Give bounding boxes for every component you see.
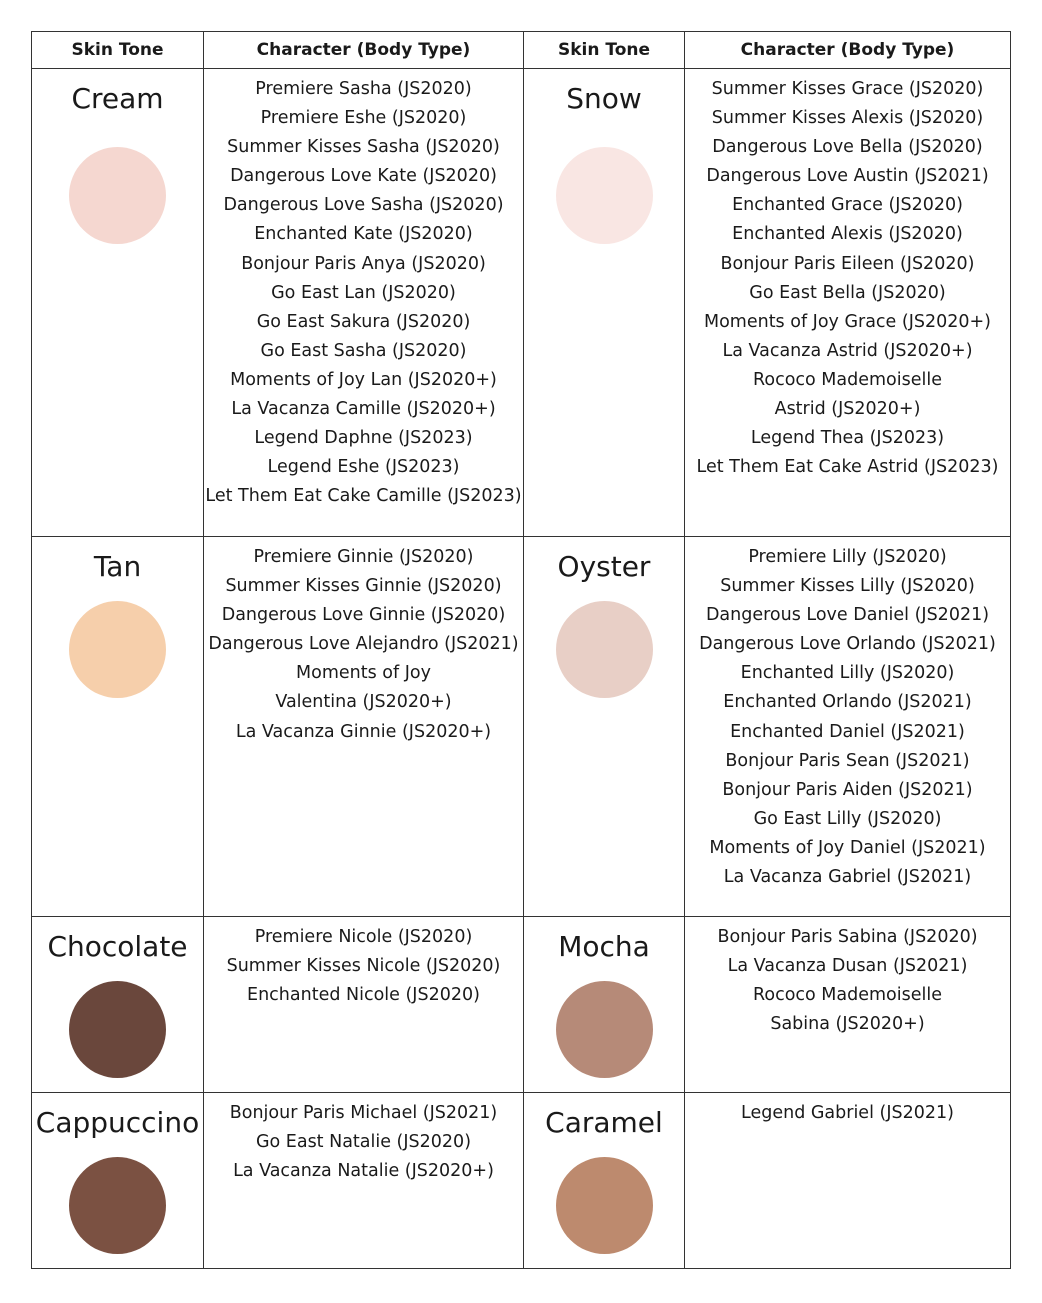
character-list	[685, 917, 1010, 1039]
character-item: Let Them Eat Cake Astrid (JS2023)	[696, 457, 999, 478]
character-item: Go East Sasha (JS2020)	[260, 340, 467, 361]
skin-tone-name: Tan	[93, 550, 142, 583]
skin-tone-swatch	[556, 147, 653, 244]
character-item: Rococo Mademoiselle	[753, 369, 942, 390]
skin-tone-swatch	[556, 1157, 653, 1254]
character-item: Dangerous Love Bella (JS2020)	[712, 137, 983, 158]
character-item: Summer Kisses Lilly (JS2020)	[720, 576, 975, 597]
character-list	[204, 917, 523, 1010]
skin-tone-name: Caramel	[545, 1106, 663, 1139]
character-item: Moments of Joy Grace (JS2020+)	[703, 311, 992, 332]
tone-row	[32, 917, 1011, 1093]
skin-tone-cell	[524, 537, 685, 917]
character-item: Legend Thea (JS2023)	[750, 428, 945, 449]
character-item: Summer Kisses Ginnie (JS2020)	[225, 576, 502, 597]
character-item: Dangerous Love Daniel (JS2021)	[705, 605, 990, 626]
character-item: La Vacanza Gabriel (JS2021)	[723, 867, 972, 888]
character-item: Enchanted Nicole (JS2020)	[247, 985, 480, 1006]
skin-tone-cell	[32, 917, 204, 1093]
character-item: Moments of Joy	[296, 663, 431, 684]
character-item: Premiere Ginnie (JS2020)	[253, 547, 474, 567]
skin-tone-cell	[32, 69, 204, 537]
character-item: Dangerous Love Ginnie (JS2020)	[221, 605, 506, 626]
character-item: La Vacanza Astrid (JS2020+)	[722, 340, 973, 361]
header-skin-tone: Skin Tone	[524, 32, 685, 69]
skin-tone-cell	[524, 69, 685, 537]
character-cell	[204, 69, 524, 537]
skin-tone-cell	[524, 917, 685, 1093]
character-item: Enchanted Kate (JS2020)	[254, 224, 473, 245]
character-item: Enchanted Daniel (JS2021)	[730, 721, 965, 742]
character-item: Bonjour Paris Eileen (JS2020)	[720, 253, 975, 274]
character-item: Premiere Eshe (JS2020)	[260, 108, 467, 129]
character-item: Enchanted Alexis (JS2020)	[732, 224, 963, 245]
character-cell	[204, 917, 524, 1093]
character-item: Moments of Joy Daniel (JS2021)	[709, 837, 986, 858]
character-item: Summer Kisses Alexis (JS2020)	[711, 108, 984, 129]
skin-tone-name: Oyster	[557, 550, 651, 583]
character-item: Bonjour Paris Michael (JS2021)	[229, 1103, 498, 1123]
character-item: Bonjour Paris Aiden (JS2021)	[722, 779, 973, 800]
character-item: Go East Lilly (JS2020)	[753, 808, 942, 829]
character-list	[204, 537, 523, 747]
character-item: Legend Daphne (JS2023)	[254, 428, 473, 449]
skin-tone-cell	[32, 537, 204, 917]
character-cell	[685, 1093, 1011, 1269]
skin-tone-table	[31, 31, 1011, 1269]
character-item: Rococo Mademoiselle	[753, 985, 942, 1006]
character-item: Summer Kisses Grace (JS2020)	[711, 79, 984, 99]
character-item: Dangerous Love Kate (JS2020)	[230, 166, 497, 187]
character-item: Summer Kisses Nicole (JS2020)	[226, 956, 501, 977]
character-item: La Vacanza Natalie (JS2020+)	[233, 1161, 494, 1182]
character-item: Enchanted Grace (JS2020)	[732, 195, 963, 216]
character-item: Premiere Lilly (JS2020)	[748, 547, 947, 567]
character-cell	[685, 917, 1011, 1093]
header-skin-tone: Skin Tone	[32, 32, 204, 69]
header-character: Character (Body Type)	[685, 32, 1011, 69]
character-cell	[685, 69, 1011, 537]
character-item: Dangerous Love Sasha (JS2020)	[223, 195, 504, 216]
skin-tone-name: Mocha	[558, 930, 650, 963]
character-item: Dangerous Love Alejandro (JS2021)	[208, 634, 519, 655]
character-item: Moments of Joy Lan (JS2020+)	[230, 369, 497, 390]
character-item: Legend Eshe (JS2023)	[267, 457, 460, 478]
character-item: Astrid (JS2020+)	[774, 399, 921, 420]
character-item: La Vacanza Camille (JS2020+)	[231, 399, 496, 420]
character-item: Go East Natalie (JS2020)	[255, 1132, 472, 1153]
skin-tone-name: Cappuccino	[35, 1106, 200, 1139]
character-item: Bonjour Paris Sabina (JS2020)	[717, 927, 978, 947]
character-item: Bonjour Paris Anya (JS2020)	[241, 253, 486, 274]
character-item: Valentina (JS2020+)	[275, 692, 452, 713]
character-item: Go East Sakura (JS2020)	[256, 311, 471, 332]
skin-tone-cell	[32, 1093, 204, 1269]
skin-tone-swatch	[69, 981, 166, 1078]
header-row	[32, 32, 1011, 69]
character-item: Let Them Eat Cake Camille (JS2023)	[205, 486, 522, 507]
skin-tone-swatch	[556, 601, 653, 698]
character-cell	[685, 537, 1011, 917]
tone-row	[32, 1093, 1011, 1269]
header-character: Character (Body Type)	[204, 32, 524, 69]
table-body	[32, 69, 1011, 1269]
character-item: Dangerous Love Orlando (JS2021)	[699, 634, 996, 655]
skin-tone-name: Chocolate	[47, 930, 188, 963]
tone-row	[32, 69, 1011, 537]
character-item: Premiere Sasha (JS2020)	[255, 79, 472, 99]
skin-tone-name: Snow	[566, 82, 642, 115]
character-item: La Vacanza Ginnie (JS2020+)	[235, 721, 492, 742]
character-list	[685, 69, 1010, 482]
character-item: La Vacanza Dusan (JS2021)	[727, 956, 968, 977]
character-item: Go East Lan (JS2020)	[271, 282, 456, 303]
character-cell	[204, 537, 524, 917]
character-item: Dangerous Love Austin (JS2021)	[706, 166, 989, 187]
character-item: Sabina (JS2020+)	[770, 1014, 925, 1035]
character-item: Premiere Nicole (JS2020)	[254, 927, 473, 947]
skin-tone-cell	[524, 1093, 685, 1269]
character-list	[685, 1093, 1010, 1128]
skin-tone-swatch	[69, 147, 166, 244]
character-list	[204, 1093, 523, 1186]
skin-tone-swatch	[69, 601, 166, 698]
character-list	[685, 537, 1010, 892]
skin-tone-name: Cream	[71, 82, 164, 115]
character-cell	[204, 1093, 524, 1269]
character-item: Legend Gabriel (JS2021)	[741, 1103, 954, 1123]
character-item: Enchanted Orlando (JS2021)	[723, 692, 972, 713]
tone-row	[32, 537, 1011, 917]
character-item: Enchanted Lilly (JS2020)	[740, 663, 955, 684]
skin-tone-swatch	[69, 1157, 166, 1254]
character-item: Go East Bella (JS2020)	[749, 282, 946, 303]
skin-tone-swatch	[556, 981, 653, 1078]
character-item: Summer Kisses Sasha (JS2020)	[227, 137, 500, 158]
character-list	[204, 69, 523, 511]
character-item: Bonjour Paris Sean (JS2021)	[725, 750, 970, 771]
